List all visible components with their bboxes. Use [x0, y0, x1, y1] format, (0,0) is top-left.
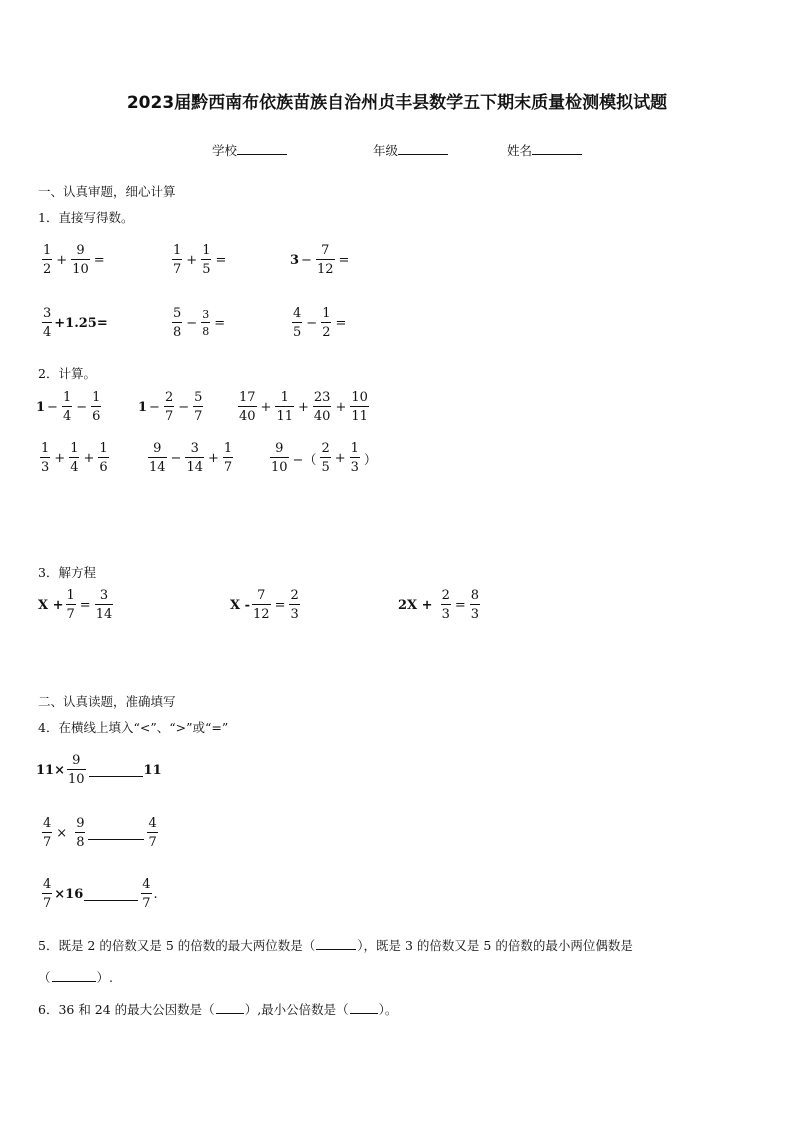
denominator: 8: [75, 832, 85, 849]
fraction: [42, 878, 52, 910]
denominator: 7: [147, 832, 157, 849]
math-text: +: [260, 399, 272, 415]
numerator: 1: [173, 243, 182, 258]
numerator: 1: [280, 390, 289, 405]
math-text: +: [56, 252, 68, 268]
fraction: [98, 442, 108, 474]
fraction: [42, 817, 52, 849]
denominator: 3: [350, 457, 360, 474]
q5-text-b: ），既是 3 的倍数又是 5 的倍数的最小两位偶数是: [357, 938, 633, 953]
math-text: 11: [143, 762, 162, 778]
school-blank[interactable]: [237, 142, 287, 155]
fraction: [292, 307, 302, 339]
denominator: 3: [441, 604, 451, 621]
numerator: 23: [313, 390, 331, 405]
denominator: 40: [238, 406, 257, 423]
math-text: =: [338, 252, 350, 268]
fraction: [42, 307, 52, 339]
denominator: 7: [172, 259, 182, 276]
math-text: =: [274, 597, 286, 613]
math-text: =: [93, 252, 105, 268]
math-text: +1.25=: [54, 315, 108, 331]
fraction: [441, 589, 451, 621]
q1-expr-6: [290, 307, 348, 339]
fraction: [62, 391, 72, 423]
math-text: −: [186, 315, 198, 331]
denominator: 3: [470, 604, 480, 621]
denominator: 3: [40, 457, 50, 474]
q1-expr-2: [170, 244, 228, 276]
fraction: [67, 754, 86, 786]
fraction: [350, 391, 369, 423]
question-5-line-1: [38, 936, 633, 954]
fraction: [147, 817, 157, 849]
question-6: 6．36 和 24 的最大公因数是（ ）,最小公倍数是（ ）。: [38, 1002, 398, 1017]
numerator: 4: [293, 306, 302, 321]
math-text: +: [335, 399, 347, 415]
numerator: 5: [194, 390, 203, 405]
name-label: 姓名: [507, 143, 533, 158]
denominator: 3: [289, 604, 299, 621]
q2-expr-2: [138, 391, 205, 423]
q1-expr-5: [170, 307, 227, 339]
fraction: [223, 442, 233, 474]
name-field[interactable]: [507, 141, 582, 159]
fraction: [252, 589, 271, 621]
school-field[interactable]: [212, 141, 287, 159]
numerator: 4: [43, 877, 52, 892]
numerator: 7: [257, 588, 266, 603]
numerator: 4: [43, 816, 52, 831]
q2-expr-1: [36, 391, 103, 423]
grade-label: 年级: [373, 143, 399, 158]
numerator: 2: [164, 390, 174, 405]
denominator: 8: [201, 322, 210, 337]
numerator: 1: [350, 441, 359, 456]
denominator: 10: [270, 457, 289, 474]
numerator: 9: [76, 816, 85, 831]
denominator: 14: [185, 457, 204, 474]
answer-blank[interactable]: [88, 826, 144, 840]
math-text: −: [306, 315, 318, 331]
math-text: 11×: [36, 762, 65, 778]
math-text: +: [208, 450, 219, 466]
school-label: 学校: [212, 143, 238, 158]
q3-equation-3: [398, 589, 482, 621]
denominator: 7: [42, 893, 52, 910]
math-text: =: [79, 597, 91, 613]
denominator: 10: [67, 769, 86, 786]
fraction: [40, 442, 50, 474]
question-3-label: 3．解方程: [38, 565, 96, 580]
denominator: 14: [148, 457, 167, 474]
numerator: 4: [142, 877, 151, 892]
numerator: 3: [202, 308, 210, 321]
math-text: +: [334, 450, 346, 466]
denominator: 5: [292, 322, 302, 339]
math-text: −（: [292, 452, 317, 468]
q1-expr-3: [290, 244, 351, 276]
denominator: 5: [320, 457, 330, 474]
denominator: 2: [42, 259, 52, 276]
denominator: 2: [321, 322, 331, 339]
q2-expr-3: [236, 391, 371, 423]
denominator: 5: [201, 259, 211, 276]
numerator: 1: [92, 390, 101, 405]
numerator: 1: [202, 243, 211, 258]
fraction: [201, 309, 210, 337]
fraction: [470, 589, 480, 621]
q3-equation-1: [38, 589, 115, 621]
q2-expr-6: [268, 442, 379, 474]
numerator: 2: [290, 588, 299, 603]
numerator: 5: [173, 306, 182, 321]
math-text: −: [170, 450, 182, 466]
math-text: −: [47, 399, 58, 415]
numerator: 1: [223, 441, 233, 456]
denominator: 6: [98, 457, 108, 474]
math-text: +: [186, 252, 198, 268]
numerator: 10: [351, 390, 368, 405]
math-text: 1: [138, 399, 148, 415]
numerator: 7: [321, 243, 330, 258]
fraction: [193, 391, 203, 423]
fraction: [201, 244, 211, 276]
q4-item-3: [40, 878, 158, 910]
q5-text-a: 5．既是 2 的倍数又是 5 的倍数的最大两位数是（: [38, 938, 316, 953]
denominator: 14: [95, 604, 114, 621]
denominator: 11: [350, 406, 369, 423]
denominator: 7: [66, 604, 76, 621]
numerator: 9: [76, 243, 85, 258]
q1-expr-4: [40, 307, 108, 339]
page-title: 2023届黔西南布依族苗族自治州贞丰县数学五下期末质量检测模拟试题: [126, 93, 668, 113]
numerator: 3: [190, 441, 199, 456]
fraction: [275, 391, 294, 423]
section-heading-1: 一、认真审题，细心计算: [38, 184, 176, 199]
denominator: 11: [275, 406, 294, 423]
numerator: 1: [322, 306, 331, 321]
math-text: −: [178, 399, 190, 415]
section-heading-2: 二、认真读题，准确填写: [38, 694, 176, 709]
fraction: [321, 307, 331, 339]
fraction: [313, 391, 332, 423]
fraction: [320, 442, 330, 474]
math-text: 1: [36, 399, 46, 415]
numerator: 9: [153, 441, 162, 456]
math-text: ×16: [54, 886, 84, 902]
math-text: −: [76, 399, 88, 415]
math-text: X +: [38, 597, 64, 613]
numerator: 2: [441, 588, 450, 603]
question-4-label: 4．在横线上填入“<”、“>”或“=”: [38, 720, 229, 735]
name-blank[interactable]: [532, 142, 582, 155]
math-text: =: [214, 315, 226, 331]
denominator: 7: [223, 457, 233, 474]
denominator: 7: [141, 893, 151, 910]
math-text: .: [153, 886, 158, 902]
fraction: [91, 391, 101, 423]
denominator: 10: [71, 259, 90, 276]
math-text: +: [298, 399, 309, 415]
denominator: 12: [316, 259, 335, 276]
math-text: X -: [230, 597, 251, 613]
fraction: [66, 589, 76, 621]
math-text: 2X +: [398, 597, 433, 613]
fraction: [148, 442, 167, 474]
math-text: =: [454, 597, 466, 613]
numerator: 1: [99, 441, 108, 456]
fraction: [141, 878, 151, 910]
answer-blank[interactable]: [350, 1000, 378, 1014]
numerator: 4: [148, 816, 157, 831]
fraction: [270, 442, 289, 474]
question-1-label: 1．直接写得数。: [38, 210, 134, 225]
fraction: [164, 391, 174, 423]
denominator: 7: [193, 406, 203, 423]
fraction: [95, 589, 114, 621]
fraction: [185, 442, 204, 474]
fraction: [69, 442, 79, 474]
numerator: 2: [321, 441, 330, 456]
q2-expr-5: [146, 442, 235, 474]
answer-blank[interactable]: [89, 763, 143, 777]
math-text: +: [83, 450, 95, 466]
fraction: [350, 442, 360, 474]
answer-blank[interactable]: [216, 1000, 244, 1014]
numerator: 1: [62, 390, 72, 405]
grade-field[interactable]: [373, 141, 448, 159]
math-text: +: [54, 450, 66, 466]
numerator: 9: [275, 441, 284, 456]
question-5-line-2: （ ）.: [38, 970, 113, 985]
denominator: 7: [42, 832, 52, 849]
math-text: ×: [56, 825, 68, 841]
numerator: 3: [43, 306, 52, 321]
denominator: 6: [91, 406, 101, 423]
q1-expr-1: [40, 244, 107, 276]
math-text: −: [301, 252, 312, 268]
math-text: =: [215, 252, 227, 268]
answer-blank[interactable]: [52, 968, 96, 982]
numerator: 1: [70, 441, 79, 456]
math-text: =: [335, 315, 347, 331]
numerator: 9: [72, 753, 81, 768]
numerator: 1: [43, 243, 52, 258]
fraction: [238, 391, 257, 423]
q3-equation-2: [230, 589, 302, 621]
fraction: [42, 244, 52, 276]
denominator: 12: [252, 604, 271, 621]
numerator: 17: [239, 390, 256, 405]
denominator: 40: [313, 406, 332, 423]
denominator: 4: [69, 457, 79, 474]
denominator: 8: [172, 322, 182, 339]
question-2-label: 2．计算。: [38, 366, 96, 381]
answer-blank[interactable]: [84, 887, 138, 901]
math-text: ）: [363, 452, 377, 468]
math-text: 3: [290, 252, 300, 268]
denominator: 7: [164, 406, 174, 423]
fraction: [289, 589, 299, 621]
denominator: 4: [62, 406, 72, 423]
answer-blank[interactable]: [316, 936, 356, 950]
q4-item-2: [40, 817, 160, 849]
fraction: [75, 817, 85, 849]
fraction: [172, 244, 182, 276]
grade-blank[interactable]: [398, 142, 448, 155]
numerator: 8: [470, 588, 480, 603]
numerator: 3: [99, 588, 109, 603]
fraction: [71, 244, 90, 276]
denominator: 4: [42, 322, 52, 339]
fraction: [172, 307, 182, 339]
numerator: 1: [66, 588, 75, 603]
q2-expr-4: [38, 442, 111, 474]
numerator: 1: [41, 441, 50, 456]
q4-item-1: [36, 754, 162, 786]
fraction: [316, 244, 335, 276]
math-text: −: [149, 399, 160, 415]
